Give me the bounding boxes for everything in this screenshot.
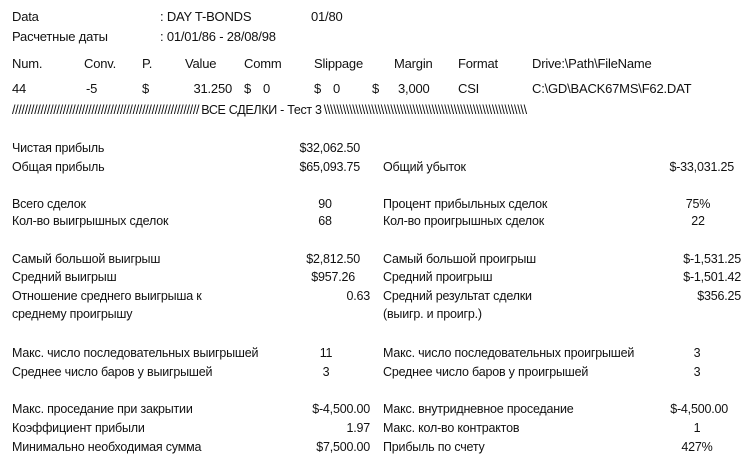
ratio-value: 0.63 bbox=[346, 289, 370, 303]
profit-factor-label: Коэффициент прибыли bbox=[12, 421, 145, 435]
col-comm: Comm bbox=[244, 56, 282, 71]
banner-slashes-right: \\\\\\\\\\\\\\\\\\\\\\\\\\\\\\\\\\\\\\\\\\\\\\\\\\\\\\\\\\\\\\\\ bbox=[323, 103, 527, 117]
max-consec-losses-label: Макс. число последовательных проигрышей bbox=[383, 346, 635, 360]
gross-profit-label: Общая прибыль bbox=[12, 160, 105, 174]
param-slippage: 0 bbox=[333, 81, 341, 96]
section-banner bbox=[12, 103, 742, 118]
param-comm: 0 bbox=[263, 81, 271, 96]
avg-loss-label: Средний проигрыш bbox=[383, 270, 493, 284]
losing-trades-value: 22 bbox=[691, 214, 705, 228]
col-value: Value bbox=[185, 56, 217, 71]
ratio-label-line1: Отношение среднего выигрыша к bbox=[12, 289, 202, 303]
min-account-label: Минимально необходимая сумма bbox=[12, 440, 202, 454]
avg-win-value: $957.26 bbox=[311, 270, 355, 284]
max-close-dd-label: Макс. проседание при закрытии bbox=[12, 402, 193, 416]
avg-bars-loss-label: Среднее число баров у проигрышей bbox=[383, 365, 589, 379]
banner-slashes-left: /////////////////////////////////////////////////////////// bbox=[12, 103, 200, 117]
return-label: Прибыль по счету bbox=[383, 440, 485, 454]
max-intraday-dd-label: Макс. внутридневное проседание bbox=[383, 402, 574, 416]
gross-profit-value: $65,093.75 bbox=[299, 160, 360, 174]
pct-profitable-value: 75% bbox=[685, 197, 711, 211]
col-slippage: Slippage bbox=[314, 56, 363, 71]
param-slippage-symbol: $ bbox=[314, 81, 322, 96]
max-consec-losses-value: 3 bbox=[693, 346, 701, 360]
param-margin-symbol: $ bbox=[372, 81, 380, 96]
max-close-dd-value: $-4,500.00 bbox=[312, 402, 370, 416]
min-account-value: $7,500.00 bbox=[316, 440, 370, 454]
ratio-label-line2: среднему проигрышу bbox=[12, 307, 133, 321]
avg-win-label: Средний выигрыш bbox=[12, 270, 117, 284]
param-path: C:\GD\BACK67MS\F62.DAT bbox=[532, 81, 692, 96]
col-conv: Conv. bbox=[84, 56, 116, 71]
total-trades-label: Всего сделок bbox=[12, 197, 86, 211]
gross-loss-label: Общий убыток bbox=[383, 160, 466, 174]
max-contracts-value: 1 bbox=[693, 421, 701, 435]
avg-bars-loss-value: 3 bbox=[693, 365, 701, 379]
avg-bars-win-label: Среднее число баров у выигрышей bbox=[12, 365, 213, 379]
winning-trades-value: 68 bbox=[318, 214, 332, 228]
largest-loss-label: Самый большой проигрыш bbox=[383, 252, 537, 266]
dates-value: : 01/01/86 - 28/08/98 bbox=[160, 29, 276, 44]
max-intraday-dd-value: $-4,500.00 bbox=[670, 402, 728, 416]
avg-trade-value: $356.25 bbox=[697, 289, 741, 303]
largest-win-value: $2,812.50 bbox=[306, 252, 360, 266]
return-value: 427% bbox=[681, 440, 713, 454]
max-consec-wins-value: 11 bbox=[319, 346, 333, 360]
avg-trade-label-line1: Средний результат сделки bbox=[383, 289, 532, 303]
avg-loss-value: $-1,501.42 bbox=[683, 270, 741, 284]
data-value: : DAY T-BONDS bbox=[160, 9, 252, 24]
winning-trades-label: Кол-во выигрышных сделок bbox=[12, 214, 169, 228]
net-profit-value: $32,062.50 bbox=[299, 141, 360, 155]
col-format: Format bbox=[458, 56, 498, 71]
max-contracts-label: Макс. кол-во контрактов bbox=[383, 421, 520, 435]
max-consec-wins-label: Макс. число последовательных выигрышей bbox=[12, 346, 259, 360]
param-margin: 3,000 bbox=[398, 81, 430, 96]
losing-trades-label: Кол-во проигрышных сделок bbox=[383, 214, 545, 228]
banner-title: ВСЕ СДЕЛКИ - Тест 3 bbox=[201, 103, 322, 117]
pct-profitable-label: Процент прибыльных сделок bbox=[383, 197, 548, 211]
param-value: 31.250 bbox=[193, 81, 232, 96]
avg-trade-label-line2: (выигр. и проигр.) bbox=[383, 307, 482, 321]
col-path: Drive:\Path\FileName bbox=[532, 56, 652, 71]
largest-loss-value: $-1,531.25 bbox=[683, 252, 741, 266]
gross-loss-value: $-33,031.25 bbox=[669, 160, 734, 174]
col-p: P. bbox=[142, 56, 153, 71]
param-conv: -5 bbox=[86, 81, 98, 96]
dates-label: Расчетные даты bbox=[12, 29, 108, 44]
total-trades-value: 90 bbox=[318, 197, 332, 211]
param-num: 44 bbox=[12, 81, 27, 96]
data-code: 01/80 bbox=[311, 9, 343, 24]
param-p: $ bbox=[142, 81, 150, 96]
data-label: Data bbox=[12, 9, 39, 24]
col-margin: Margin bbox=[394, 56, 433, 71]
col-num: Num. bbox=[12, 56, 43, 71]
param-comm-symbol: $ bbox=[244, 81, 252, 96]
param-format: CSI bbox=[458, 81, 480, 96]
net-profit-label: Чистая прибыль bbox=[12, 141, 105, 155]
largest-win-label: Самый большой выигрыш bbox=[12, 252, 161, 266]
profit-factor-value: 1.97 bbox=[346, 421, 370, 435]
avg-bars-win-value: 3 bbox=[322, 365, 330, 379]
